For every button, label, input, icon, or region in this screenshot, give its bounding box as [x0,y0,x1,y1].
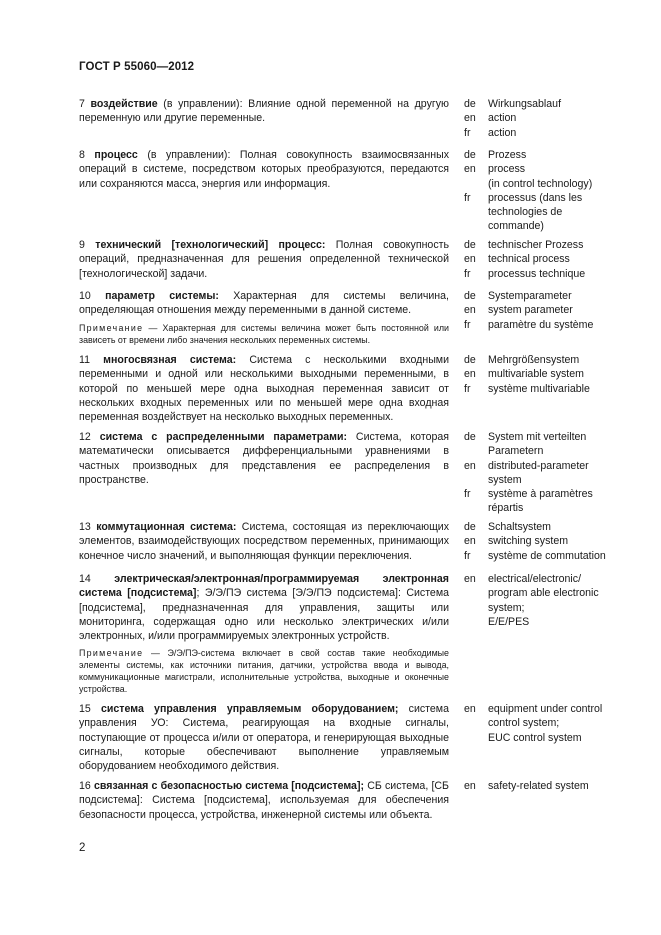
term-row [464,289,634,303]
term-row [464,382,634,396]
foreign-term: Prozess [488,149,527,161]
foreign-term: système à paramètres [488,488,593,501]
lang-code: fr [464,191,471,204]
lang-code: fr [464,382,471,395]
term-row [464,367,634,381]
entry-number: 10 [79,290,91,302]
term-row [464,238,634,252]
lang-code: en [464,163,476,176]
lang-code: de [464,98,476,110]
foreign-term: distributed-parameter [488,459,589,472]
lang-code: fr [464,488,471,501]
term-row [464,520,634,534]
foreign-term: technologies de [488,206,563,219]
lang-code [464,615,488,629]
entry-number: 12 [79,431,91,443]
foreign-term: action [488,112,517,125]
definition [79,430,449,487]
lang-code: de [464,290,476,302]
lang-code: en [464,573,476,585]
foreign-term: Parametern [488,445,544,458]
foreign-term: E/E/PES [488,615,530,628]
definition [79,779,449,822]
lang-code [464,219,488,233]
lang-code: en [464,459,476,472]
entry-text: ; Э/Э/ПЭ система [Э/Э/ПЭ подсистема]: Система [подсистема], предназначенная для управления, защиты или мониторинга, содержащая одно или несколько электрических и/или электронных, и/или программируемых электронных устройств. [79,587,449,643]
entry-term: система управления управляемым оборудованием; [101,703,399,715]
term-row [464,97,634,111]
term-row [464,702,634,716]
entry-text: СБ система, [СБ подсистема]: Система [подсистема], используемая для обеспечения безопасности процесса, устройства, инженерной системы или объекта. [79,780,449,821]
page-number: 2 [79,842,86,854]
lang-code [464,501,488,515]
foreign-term: EUC control system [488,731,582,744]
foreign-term: equipment under control [488,703,603,715]
definition [79,97,449,126]
note-text: — Э/Э/ПЭ-система включает в свой состав такие необходимые элементы системы, как источники питания, датчики, устройства ввода и вывода, коммуникационные магистрали, исполнительные устройства, выходные и оконечные устройства. [79,648,449,695]
lang-code [464,601,488,615]
entry-text: Система, состоящая из переключающих элементов, взаимодействующих посредством переменных, принимающих конечное число значений, и выполняющая функции переключения. [79,521,449,562]
foreign-term: System mit verteilten [488,431,587,443]
term-row [464,716,634,730]
term-row [464,353,634,367]
foreign-terms [464,238,634,281]
term-row [464,162,634,176]
definition [79,353,449,424]
entry-text: Система, которая математически описывается дифференциальными уравнениями в частных производных для представления ее распределения в пространстве. [79,431,449,486]
lang-code [464,473,488,487]
note-label: Примечание [79,648,144,659]
foreign-term: Mehrgrößensystem [488,354,580,366]
definition [79,289,449,346]
term-row [464,205,634,219]
term-row [464,534,634,548]
foreign-term: système de commutation [488,549,606,562]
term-row [464,601,634,615]
entry-text: Система с несколькими входными переменными и одной или несколькими выходными переменными, в которой по меньшей мере одна выходная переменная зависит от нескольких входных переменных или по меньшей мере одна входная переменная воздействует на несколько выходных переменных. [79,354,450,424]
foreign-term: action [488,126,517,139]
term-row [464,586,634,600]
lang-code [464,444,488,458]
foreign-term: processus technique [488,267,586,280]
entry-term: воздействие [90,98,158,110]
foreign-term: Wirkungsablauf [488,98,562,110]
lang-code: de [464,431,476,443]
definition [79,148,449,191]
term-row [464,430,634,444]
foreign-term: safety-related system [488,780,589,792]
lang-code: de [464,354,476,366]
entry-text: система управления УО: Система, реагирующая на входные сигналы, поступающие от процесса и/или от оператора, и генерирующая выходные сигналы, которые обеспечивают выполнение управляемым оборудованием необходимого действия. [79,703,449,773]
foreign-terms [464,430,634,516]
definition [79,572,449,695]
note-label: Примечание [79,322,144,333]
foreign-term: process [488,163,526,176]
lang-code: fr [464,267,471,280]
entry-term: технический [технологический] процесс: [95,239,326,251]
entry-term: параметр системы: [105,290,219,302]
term-row [464,318,634,332]
entry-note [79,322,449,346]
foreign-term: switching system [488,535,569,548]
foreign-term: système multivariable [488,382,590,395]
lang-code: en [464,703,476,715]
entry-number: 15 [79,703,91,715]
entry-number: 8 [79,149,85,161]
foreign-term: program able electronic [488,587,599,600]
term-row [464,487,634,501]
entry-term: электрическая/электронная/программируемая электронная система [подсистема] [79,573,449,600]
foreign-term: multivariable system [488,368,584,381]
term-row [464,615,634,629]
lang-code: en [464,304,476,317]
entry-term: система с распределенными параметрами: [99,431,348,443]
entry-number: 16 [79,780,91,792]
lang-code: fr [464,126,471,139]
lang-code: de [464,239,476,251]
definition [79,238,449,281]
term-row [464,219,634,233]
document-header: ГОСТ Р 55060—2012 [79,61,195,73]
definition [79,702,449,773]
lang-code: fr [464,549,471,562]
foreign-term: paramètre du système [488,318,594,331]
lang-code [464,716,488,730]
entry-note [79,647,449,695]
lang-code: en [464,253,476,266]
term-row [464,444,634,458]
foreign-term: system; [488,601,525,614]
foreign-term: electrical/electronic/ [488,573,582,585]
entry-number: 13 [79,521,91,533]
foreign-term: commande) [488,220,544,233]
foreign-terms [464,289,634,332]
entry-number: 11 [79,354,90,366]
foreign-terms [464,779,634,793]
term-row [464,267,634,281]
foreign-terms [464,148,634,234]
lang-code: en [464,535,476,548]
term-row [464,459,634,473]
lang-code [464,177,488,191]
lang-code: de [464,149,476,161]
term-row [464,779,634,793]
term-row [464,126,634,140]
foreign-term: technical process [488,253,570,266]
foreign-terms [464,702,634,745]
foreign-term: technischer Prozess [488,239,584,251]
lang-code: en [464,780,476,792]
entry-term: процесс [94,149,138,161]
foreign-terms [464,572,634,629]
entry-term: коммутационная система: [96,521,237,533]
entry-text: Полная совокупность операций, предназначенная для решения определенной технической [технологической] задачи. [79,239,449,280]
foreign-terms [464,97,634,140]
lang-code: de [464,521,476,533]
term-row [464,501,634,515]
entry-number: 7 [79,98,85,110]
lang-code: en [464,112,476,125]
foreign-term: Schaltsystem [488,521,551,533]
foreign-term: (in control technology) [488,177,593,190]
term-row [464,303,634,317]
term-row [464,191,634,205]
lang-code: en [464,368,476,381]
entry-number: 14 [79,573,91,585]
foreign-term: processus (dans les [488,191,583,204]
term-row [464,731,634,745]
foreign-term: system parameter [488,304,573,317]
foreign-term: répartis [488,502,524,515]
term-row [464,177,634,191]
entry-text: (в управлении): Влияние одной переменной на другую переменную или другие переменные. [79,98,449,125]
entry-term: многосвязная система: [103,354,237,366]
term-row [464,252,634,266]
entry-text: Характерная для системы величина, определяющая отношения между переменными в данной системе. [79,290,449,317]
foreign-term: control system; [488,717,560,730]
entry-text: (в управлении): Полная совокупность взаимосвязанных операций в системе, посредством которых преобразуются, передаются или сохраняются масса, энергия или информация. [79,149,449,190]
foreign-term: Systemparameter [488,290,572,302]
entry-number: 9 [79,239,85,251]
lang-code [464,731,488,745]
term-row [464,572,634,586]
lang-code: fr [464,318,471,331]
term-row [464,549,634,563]
definition [79,520,449,563]
note-text: — Характерная для системы величина может быть постоянной или зависеть от времени либо значения нескольких переменных системы. [79,322,449,345]
term-row [464,148,634,162]
entry-term: связанная с безопасностью система [подсистема]; [94,780,365,792]
foreign-terms [464,353,634,396]
foreign-terms [464,520,634,563]
foreign-term: system [488,473,522,486]
lang-code [464,586,488,600]
term-row [464,473,634,487]
lang-code [464,205,488,219]
term-row [464,111,634,125]
